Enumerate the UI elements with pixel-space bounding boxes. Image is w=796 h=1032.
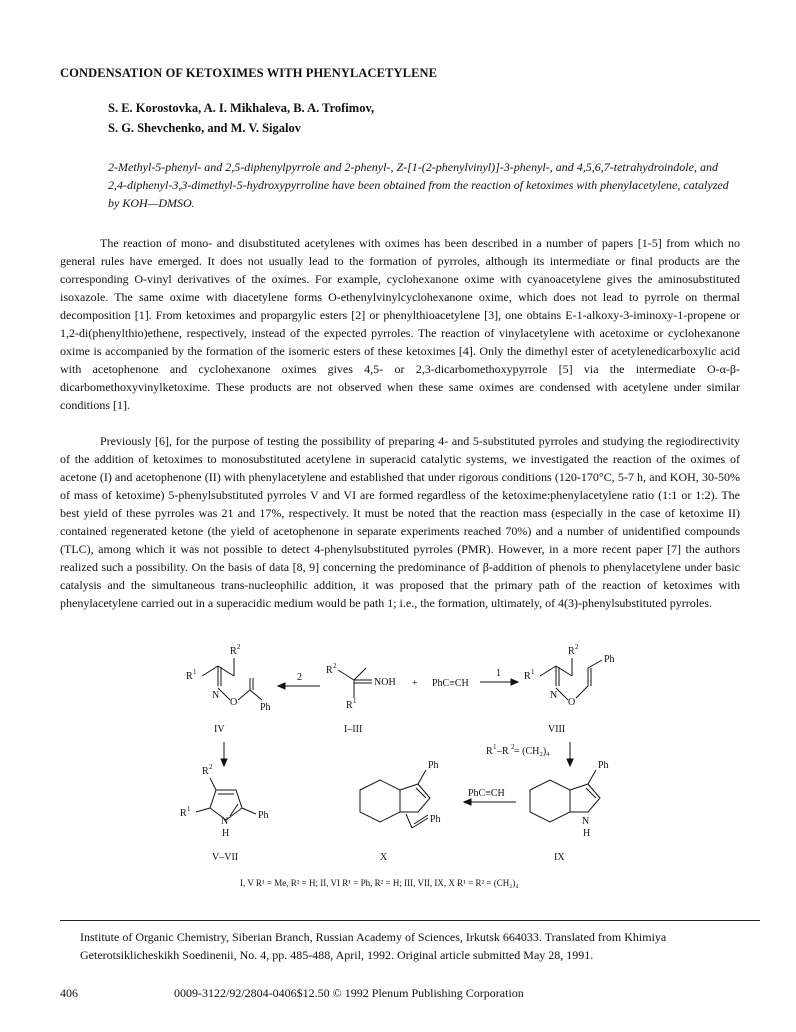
condition-r1-sup: 1: [493, 743, 497, 751]
iv-r2: R: [230, 646, 237, 657]
iv-n: N: [212, 690, 220, 701]
structure-v-vii: [196, 778, 256, 820]
compound-label-x: X: [380, 852, 388, 863]
v-vii-r2-sup: 2: [209, 763, 213, 771]
v-vii-ph: Ph: [258, 810, 269, 821]
reagent-phenylacetylene-2: PhC≡CH: [468, 788, 505, 799]
iv-r1-sup: 1: [193, 668, 197, 676]
v-vii-r2: R: [202, 766, 209, 777]
abstract: 2-Methyl-5-phenyl- and 2,5-diphenylpyrrole and 2-phenyl-, Z-[1-(2-phenylvinyl)]-3-phenyl-, and 4,5,6,7-tetrahydroindole, and 2,4-diphenyl-3,3-dimethyl-5-hydroxypyrroline have been obtained from the reaction of ketoximes with phenylacetylene, catalyzed by KOH—DMSO.: [108, 160, 729, 210]
arrow-iv-to-v-vii: [221, 742, 227, 766]
viii-ph: Ph: [604, 654, 615, 665]
i-iii-r1: R: [346, 700, 353, 711]
path-1-label: 1: [496, 668, 501, 679]
page-number: 406: [60, 986, 78, 1000]
x-ph-3: Ph: [428, 760, 439, 771]
reaction-scheme: [150, 640, 670, 890]
paragraph-text: Previously [6], for the purpose of testing the possibility of preparing 4- and 5-substituted pyrroles and studying the regiodirectivity of the addition of ketoximes to monosubstituted acetylene in superacid catalytic systems, we investigated the reaction of the oximes of acetone (I) and acetophenone (II) with phenylacetylene and established that under rigorous conditions (120-170°C, 5-7 h, and KOH, 30-50% of mass of ketoxime) 5-phenylsubstituted pyrroles V and VI are formed regardless of the ketoxime:phenylacetylene ratio (1:1 or 1:2). The best yield of these pyrroles was 21 and 17%, respectively. It must be noted that the reaction mass (especially in the case of ketoxime II) contained regenerated ketone (the yield of acetophenone in separate experiments reached 70%) and a number of unidentified compounds (TLC), among which it was not possible to detect 4-phenylsubstituted pyrroles (PMR). However, in a more recent paper [7] the authors realized such a possibility. On the basis of data [8, 9] concerning the predominance of β-addition of phenols to phenylacetylene under basic catalysis and the simultaneous trans-nucleophilic addition, it was proposed that the primary path of the reaction of ketoximes with phenylacetylene carried out in a superacidic medium would be path 1; i.e., the formation, ultimately, of 4(3)-phenylsubstituted pyrroles.: [60, 434, 740, 610]
i-iii-r1-sup: 1: [353, 697, 357, 705]
viii-r2-sup: 2: [575, 643, 579, 651]
footnote-divider: [60, 920, 760, 921]
viii-o: O: [568, 697, 576, 708]
compound-label-i-iii: I–III: [344, 724, 363, 735]
reaction-scheme-drawing: [150, 640, 670, 890]
body-paragraph-1: [60, 234, 740, 414]
ix-n: N: [582, 816, 590, 827]
scheme-caption: I, V R¹ = Me, R² = H; II, VI R¹ = Ph, R² = H; III, VII, IX, X R¹ = R² = (CH₂)₄: [240, 878, 519, 888]
v-vii-n: N: [221, 816, 229, 827]
structure-ix: [530, 770, 600, 822]
i-iii-noh: NOH: [374, 677, 396, 688]
viii-r1-sup: 1: [531, 668, 535, 676]
paragraph-text: The reaction of mono- and disubstituted acetylenes with oximes has been described in a number of papers [1-5] from which no general rules have emerged. It does not usually lead to the formation of pyrroles, although its intermediate or final products are the corresponding O-vinyl derivatives of the oximes. For example, cyclohexanone oxime with cyanoacetylene gives the aminosubstituted isoxazole. The same oxime with diacetylene forms O-ethenylvinylcyclohexanone oxime, which does not lead to pyrrole on thermal decomposition [1]. From ketoximes and propargylic esters [2] or phenylthioacetylene [3], one obtains E-1-alkoxy-3-iminoxy-1-propene or 1,2-di(phenylthio)ethene, respectively, instead of the expected pyrroles. The reaction of vinylacetylene with acetoxime or cyclohexanone oxime is accompanied by the formation of the isomeric esters of these ketoximes [4]. Only the dimethyl ester of acetylenedicarboxylic acid with acetophenone and cyclohexanone oximes gives 4,5- or 2,3-dicarbomethoxypyrrole [5] via the intermediate O-α-β-dicarbomethoxyvinylketoxime. These products are not observed when these same oximes are condensed with acetylene under similar conditions [1].: [60, 236, 740, 412]
author-line-2: S. G. Shevchenko, and M. V. Sigalov: [108, 121, 301, 135]
viii-r1: R: [524, 671, 531, 682]
condition-r1: R: [486, 746, 493, 757]
affiliation-footnote: Institute of Organic Chemistry, Siberian Branch, Russian Academy of Sciences, Irkutsk 664033. Translated from Khimiya Geterotsiklicheskikh Soedinenii, No. 4, pp. 485-488, April, 1992. Original article submitted May 28, 1991.: [80, 930, 667, 962]
iv-r2-sup: 2: [237, 643, 241, 651]
structure-i-iii: [338, 668, 372, 698]
compound-label-v-vii: V–VII: [212, 852, 239, 863]
viii-n: N: [550, 690, 558, 701]
condition-r2-sup: 2: [511, 743, 515, 751]
v-vii-r1-sup: 1: [187, 805, 191, 813]
v-vii-r1: R: [180, 808, 187, 819]
structure-iv: [202, 658, 262, 700]
ix-h: H: [583, 828, 591, 839]
body-paragraph-2: [60, 432, 740, 612]
iv-ph: Ph: [260, 702, 271, 713]
article-title: CONDENSATION OF KETOXIMES WITH PHENYLACETYLENE: [60, 66, 438, 80]
condition-cyclo: = (CH₂)₄: [514, 746, 550, 757]
author-list: [108, 98, 374, 138]
arrow-path-1: [480, 679, 518, 685]
author-line-1: S. E. Korostovka, A. I. Mikhaleva, B. A. Trofimov,: [108, 101, 375, 115]
arrow-ix-to-x: [464, 799, 516, 805]
arrow-viii-to-ix: [567, 742, 573, 766]
arrow-path-2: [278, 683, 320, 689]
path-2-label: 2: [297, 672, 302, 683]
condition-dash: –R: [497, 746, 509, 757]
viii-r2: R: [568, 646, 575, 657]
plus-sign: +: [412, 678, 418, 689]
structure-x: [360, 770, 430, 828]
i-iii-r2: R: [326, 665, 333, 676]
compound-label-viii: VIII: [548, 724, 566, 735]
publication-code: 0009-3122/92/2804-0406$12.50 © 1992 Plenum Publishing Corporation: [174, 986, 524, 1000]
compound-label-iv: IV: [214, 724, 225, 735]
iv-o: O: [230, 697, 238, 708]
x-ph-vinyl: Ph: [430, 814, 441, 825]
i-iii-r2-sup: 2: [333, 662, 337, 670]
reagent-phenylacetylene: PhC≡CH: [432, 678, 469, 689]
v-vii-h: H: [222, 828, 230, 839]
iv-r1: R: [186, 671, 193, 682]
ix-ph: Ph: [598, 760, 609, 771]
compound-label-ix: IX: [554, 852, 565, 863]
